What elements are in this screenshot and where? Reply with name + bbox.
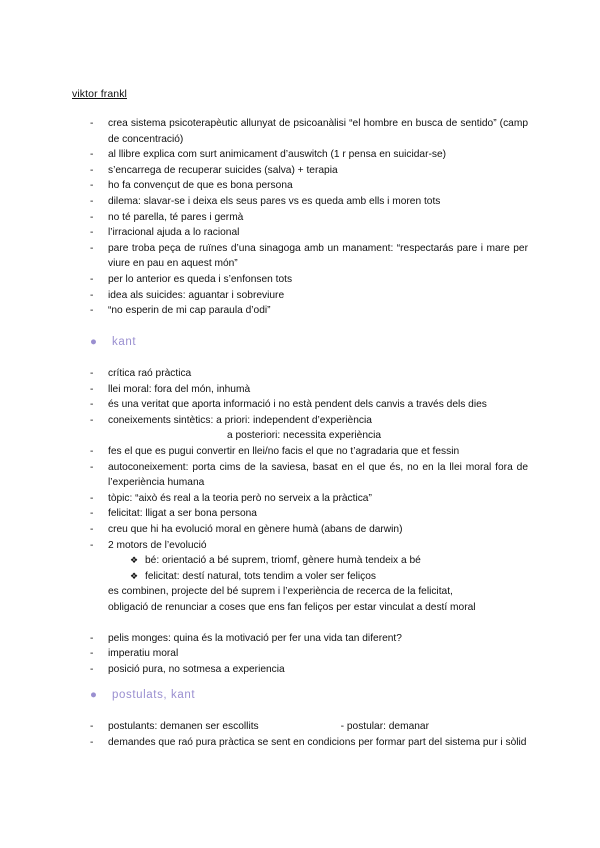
list-item: - tòpic: “això és real a la teoria però no serveix a la pràctica” bbox=[90, 492, 372, 504]
list-item: - imperatiu moral bbox=[90, 648, 179, 660]
paragraph-line: es combinen, projecte del bé suprem i l’experiència de recerca de la felicitat, bbox=[108, 586, 453, 598]
list-item: - llei moral: fora del món, inhumà bbox=[90, 383, 251, 395]
list-item: - fes el que es pugui convertir en llei/no facis el que no t’agradaria que et fessin bbox=[90, 445, 460, 457]
list-item: - ho fa convençut de que es bona persona bbox=[90, 180, 293, 192]
diamond-bullet-icon: ❖ bbox=[130, 555, 139, 566]
bullet-icon: ● bbox=[90, 336, 98, 348]
list-item: - posició pura, no sotmesa a experiencia bbox=[90, 663, 285, 675]
list-item: - coneixements sintètics: a priori: independent d’experiència bbox=[90, 414, 372, 426]
page-title: viktor frankl bbox=[72, 88, 127, 100]
list-item-continuation: a posteriori: necessita experiència bbox=[227, 430, 382, 442]
list-item: - “no esperin de mi cap paraula d’odi” bbox=[90, 305, 271, 317]
list-item: - demandes que raó pura pràctica se sent en condicions per formar part del sistema pur i sòlid bbox=[90, 736, 527, 748]
sub-list-item: ❖ bé: orientació a bé suprem, triomf, gènere humà tendeix a bé bbox=[0, 553, 600, 569]
list-item: - al llibre explica com surt animicament d’auswitch (1 r pensa en suicidar-se) bbox=[90, 149, 447, 161]
list-item: - idea als suicides: aguantar i sobreviure bbox=[90, 289, 285, 301]
list-item: - dilema: slavar-se i deixa els seus pares vs es queda amb ells i moren tots bbox=[90, 195, 441, 207]
diamond-bullet-icon: ❖ bbox=[130, 570, 139, 581]
list-item: - autoconeixement: porta cims de la saviesa, basat en el que és, no en la llei moral fora de l’experiència humana bbox=[90, 461, 528, 489]
list-item: - postulants: demanen ser escollits - postular: demanar bbox=[90, 721, 429, 732]
list-item: - s’encarrega de recuperar suicides (salva) + terapia bbox=[90, 164, 338, 176]
list-item: - pelis monges: quina és la motivació per fer una vida tan diferent? bbox=[90, 632, 402, 644]
list-item: - no té parella, té pares i germà bbox=[90, 211, 244, 223]
list-item: - creu que hi ha evolució moral en gènere humà (abans de darwin) bbox=[90, 523, 403, 535]
section-heading-kant: ● kant bbox=[90, 336, 137, 348]
frankl-list bbox=[0, 116, 600, 319]
kant-list bbox=[0, 366, 600, 677]
list-item: - per lo anterior es queda i s’enfonsen tots bbox=[90, 273, 293, 285]
bullet-icon: ● bbox=[90, 689, 98, 701]
postulats-list bbox=[0, 719, 600, 750]
sub-list-item: ❖ felicitat: destí natural, tots tendim a voler ser feliços bbox=[0, 569, 600, 585]
paragraph-line: obligació de renunciar a coses que ens fan feliços per estar vinculat a destí moral bbox=[108, 601, 476, 613]
list-item: - pare troba peça de ruïnes d’una sinagoga amb un manament: “respectarás pare i mare per viure en pau en aquest món” bbox=[90, 242, 528, 270]
list-item: - és una veritat que aporta informació i no està pendent dels canvis a través dels dies bbox=[90, 399, 487, 411]
list-item: - crítica raó pràctica bbox=[90, 368, 192, 379]
list-item: - l’irracional ajuda a lo racional bbox=[90, 227, 240, 239]
list-item: - 2 motors de l’evolució bbox=[90, 539, 207, 551]
list-item: - felicitat: lligat a ser bona persona bbox=[90, 508, 257, 520]
list-item: - crea sistema psicoterapèutic allunyat de psicoanàlisi “el hombre en busca de sentido” (camp de concentració) bbox=[90, 118, 528, 145]
section-heading-postulats: ● postulats, kant bbox=[90, 689, 196, 701]
